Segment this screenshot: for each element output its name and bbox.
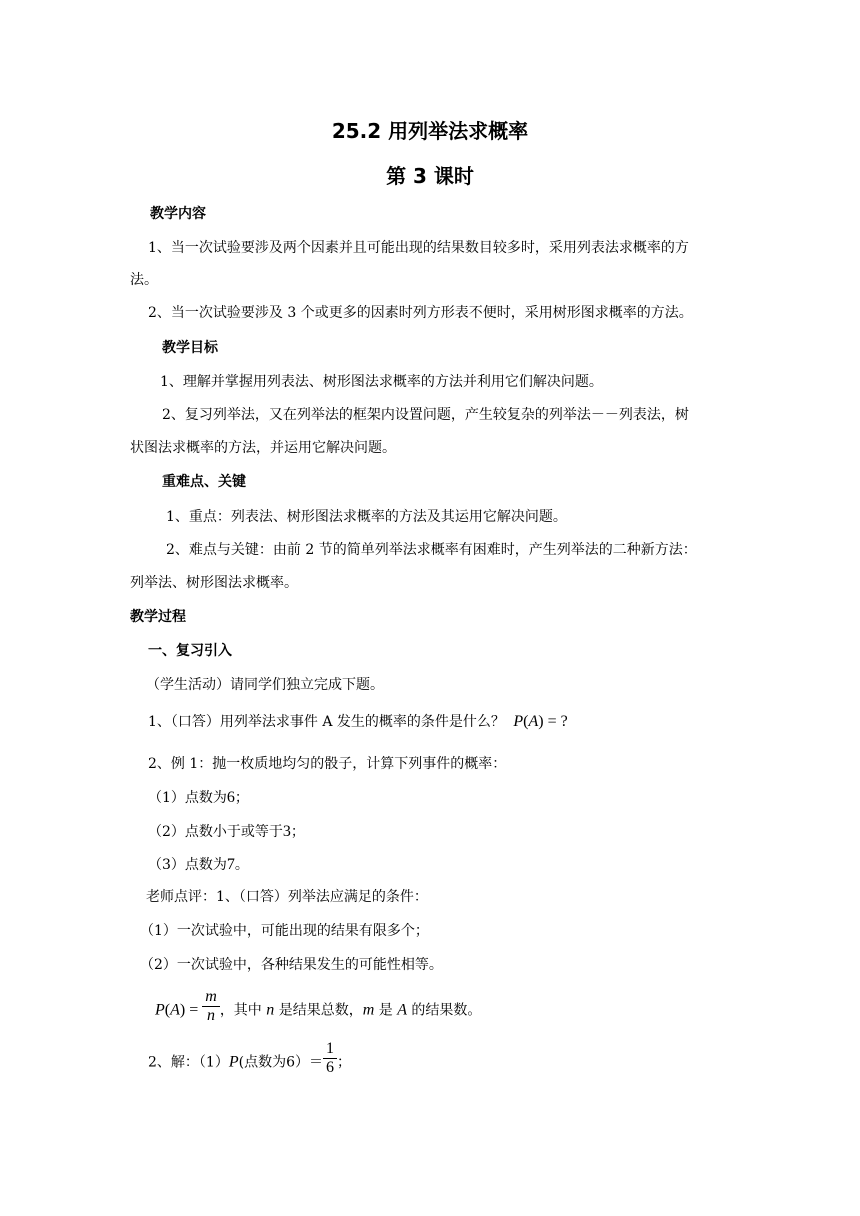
question-2-part-1: （1）点数为6；: [148, 789, 249, 806]
goals-item-2-line-2: 状图法求概率的方法，并运用它解决问题。: [130, 440, 396, 456]
document-title: 25.2 用列举法求概率: [331, 119, 529, 143]
content-item-2: 2、当一次试验要涉及 3 个或更多的因素时列方形表不便时，采用树形图求概率的方法。: [148, 305, 693, 321]
key-points-item-1: 1、重点：列表法、树形图法求概率的方法及其运用它解决问题。: [166, 509, 567, 525]
key-points-heading: 重难点、关键: [162, 474, 246, 490]
student-activity: （学生活动）请同学们独立完成下题。: [146, 677, 384, 693]
question-1-text: 1、（口答）用列举法求事件 A 发生的概率的条件是什么？: [148, 714, 505, 730]
content-item-1-line-2: 法。: [130, 272, 158, 288]
content-heading: 教学内容: [150, 206, 206, 222]
key-points-item-2-line-1: 2、难点与关键：由前 2 节的简单列举法求概率有困难时，产生列举法的二种新方法：: [166, 542, 697, 558]
number-three: 3: [282, 823, 291, 840]
number-six: 6: [226, 789, 235, 806]
condition-2: （2）一次试验中，各种结果发生的可能性相等。: [140, 957, 443, 973]
goals-item-1: 1、理解并掌握用列表法、树形图法求概率的方法并利用它们解决问题。: [160, 374, 603, 390]
key-points-item-2-line-2: 列举法、树形图法求概率。: [130, 575, 298, 591]
lesson-subtitle: 第 3 课时: [386, 164, 474, 188]
question-2-part-2: （2）点数小于或等于3；: [148, 823, 305, 840]
process-heading: 教学过程: [130, 609, 186, 625]
condition-1: （1）一次试验中，可能出现的结果有限多个；: [140, 923, 429, 939]
content-item-1-line-1: 1、当一次试验要涉及两个因素并且可能出现的结果数目较多时，采用列表法求概率的方: [148, 240, 689, 256]
fraction-one-sixth: $\frac{1}{6}$: [323, 1040, 337, 1077]
question-1: [148, 712, 568, 732]
teacher-comment: 老师点评：1、（口答）列举法应满足的条件：: [146, 889, 428, 905]
probability-formula-lhs: P(A) =: [155, 1001, 203, 1019]
goals-item-2-line-1: 2、复习列举法，又在列举法的框架内设置问题，产生较复杂的列举法－－列表法，树: [162, 407, 689, 423]
goals-heading: 教学目标: [162, 340, 218, 356]
question-2-part-3: （3）点数为7。: [148, 856, 249, 873]
solution-1: 2、解：（1）P(点数为6）＝ $\frac{1}{6}$ ；: [148, 1040, 351, 1076]
section-review-heading: 一、复习引入: [148, 643, 232, 659]
question-2: 2、例 1：抛一枚质地均匀的骰子，计算下列事件的概率：: [148, 756, 507, 772]
solution-event: (点数为6）＝: [238, 1054, 323, 1071]
probability-formula: P(A) = ?: [513, 713, 568, 730]
fraction-m-over-n: $\frac{m}{n}$: [202, 988, 220, 1025]
probability-definition: P(A) = $\frac{m}{n}$ ，其中 n 是结果总数，m 是 A 的结果数。: [155, 988, 482, 1024]
number-seven: 7: [226, 856, 235, 873]
